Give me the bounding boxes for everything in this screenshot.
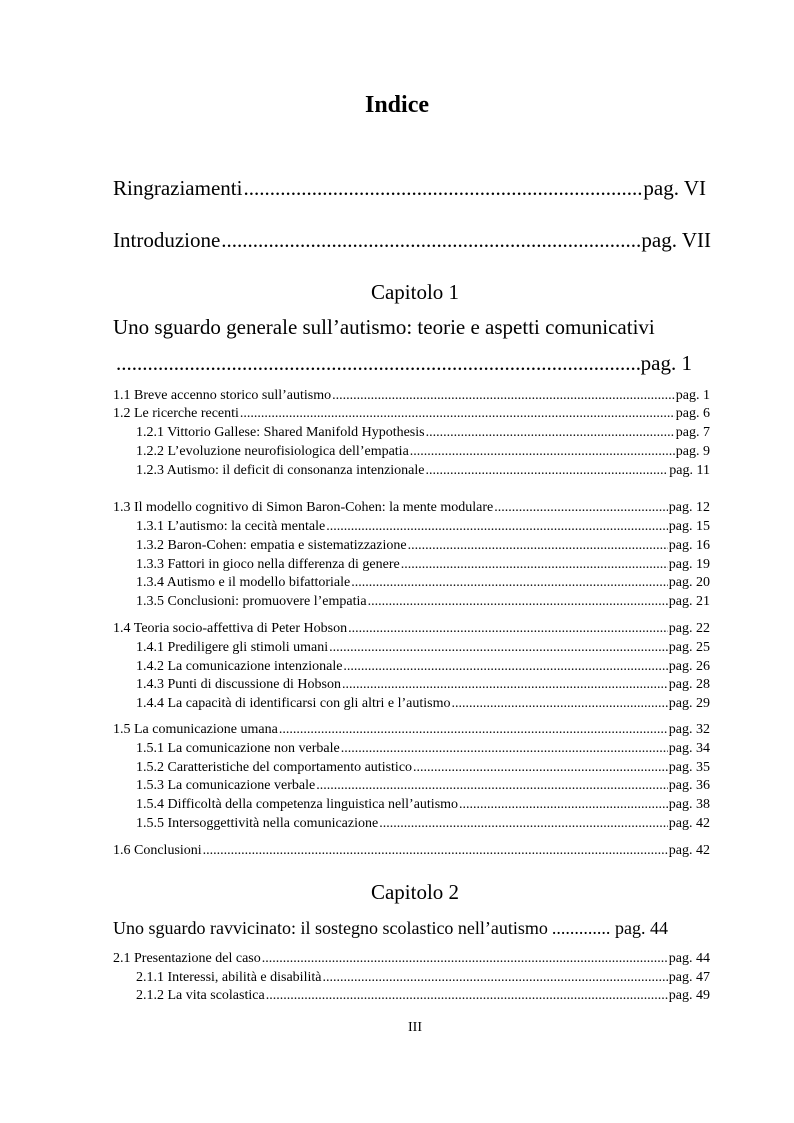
toc-entry-label: 1.3.5 Conclusioni: promuovere l’empatia — [136, 594, 367, 609]
leader-dots — [341, 741, 668, 757]
toc-entry-label: Ringraziamenti — [113, 176, 243, 200]
toc-entry-page: pag. VII — [641, 228, 711, 252]
toc-entry-page: pag. 12 — [668, 500, 710, 515]
leader-dots — [326, 519, 668, 535]
toc-entry-ringraziamenti[interactable] — [113, 176, 706, 201]
chapter-2-page: pag. 44 — [615, 918, 668, 938]
toc-entry-page: pag. 34 — [668, 741, 710, 756]
toc-entry[interactable] — [113, 722, 710, 738]
toc-entry-page: pag. 38 — [668, 797, 710, 812]
toc-entry-label: 1.5 La comunicazione umana — [113, 722, 278, 737]
toc-entry-page: pag. 28 — [668, 677, 710, 692]
toc-entry[interactable] — [136, 594, 710, 610]
leader-dots — [262, 951, 668, 967]
leader-dots — [368, 594, 668, 610]
toc-entry-label: 1.6 Conclusioni — [113, 843, 202, 858]
toc-entry-page: pag. 42 — [668, 843, 710, 858]
toc-entry[interactable] — [136, 659, 710, 675]
toc-entry[interactable] — [113, 621, 710, 637]
chapter-2-heading: Capitolo 2 — [370, 880, 460, 904]
leader-dots — [266, 988, 668, 1004]
toc-entry-label: 1.4.4 La capacità di identificarsi con gli altri e l’autismo — [136, 696, 451, 711]
toc-entry[interactable] — [136, 696, 710, 712]
toc-entry[interactable] — [136, 797, 710, 813]
leader-dots — [426, 463, 669, 479]
leader-dots — [342, 677, 668, 693]
leader-dots — [408, 538, 668, 554]
leader-dots — [410, 444, 675, 460]
page-number: III — [408, 1020, 422, 1035]
toc-entry[interactable] — [136, 640, 710, 656]
toc-entry-label: 2.1.1 Interessi, abilità e disabilità — [136, 970, 322, 985]
toc-entry[interactable] — [136, 677, 710, 693]
toc-entry-label: 1.3.4 Autismo e il modello bifattoriale — [136, 575, 351, 590]
leader-dots — [351, 575, 668, 591]
leader-dots — [552, 918, 611, 939]
leader-dots — [332, 388, 675, 404]
toc-entry[interactable] — [136, 760, 710, 776]
toc-entry-page: pag. 44 — [668, 951, 710, 966]
toc-entry-page: pag. 42 — [668, 816, 710, 831]
leader-dots — [240, 406, 675, 422]
toc-entry-label: 1.2.3 Autismo: il deficit di consonanza intenzionale — [136, 463, 425, 478]
toc-entry-label: 1.4 Teoria socio-affettiva di Peter Hobson — [113, 621, 348, 636]
leader-dots — [413, 760, 668, 776]
leader-dots — [116, 351, 640, 376]
toc-entry-page: pag. 15 — [668, 519, 710, 534]
toc-entry-introduzione[interactable] — [113, 228, 711, 253]
chapter-1-title[interactable]: Uno sguardo generale sull’autismo: teorie e aspetti comunicativi — [113, 315, 655, 339]
toc-entry-label: 1.2.2 L’evoluzione neurofisiologica dell’empatia — [136, 444, 409, 459]
leader-dots — [316, 778, 668, 794]
toc-entry-page: pag. 20 — [668, 575, 710, 590]
toc-entry-page: pag. 26 — [668, 659, 710, 674]
leader-dots — [401, 557, 668, 573]
toc-entry-label: Introduzione — [113, 228, 221, 252]
toc-entry-page: pag. 21 — [668, 594, 710, 609]
leader-dots — [426, 425, 675, 441]
toc-entry-page: pag. 49 — [668, 988, 710, 1003]
leader-dots — [329, 640, 668, 656]
toc-entry[interactable] — [136, 816, 710, 832]
toc-entry-label: 1.5.3 La comunicazione verbale — [136, 778, 316, 793]
toc-entry[interactable] — [113, 500, 710, 516]
leader-dots — [279, 722, 668, 738]
toc-entry[interactable] — [136, 988, 710, 1004]
toc-entry-label: 1.3.3 Fattori in gioco nella differenza di genere — [136, 557, 400, 572]
toc-entry-label: 1.5.1 La comunicazione non verbale — [136, 741, 340, 756]
toc-entry[interactable] — [136, 970, 710, 986]
chapter-2-title: Uno sguardo ravvicinato: il sostegno scolastico nell’autismo — [113, 918, 548, 938]
toc-entry-page: pag. 29 — [668, 696, 710, 711]
toc-entry[interactable] — [136, 575, 710, 591]
toc-entry-page: pag. 35 — [668, 760, 710, 775]
toc-entry-page: pag. 47 — [668, 970, 710, 985]
toc-entry-label: 1.3 Il modello cognitivo di Simon Baron-Cohen: la mente modulare — [113, 500, 494, 515]
toc-entry-label: 1.2.1 Vittorio Gallese: Shared Manifold Hypothesis — [136, 425, 425, 440]
toc-entry-label: 1.1 Breve accenno storico sull’autismo — [113, 388, 332, 403]
toc-entry-page: pag. 9 — [675, 444, 710, 459]
leader-dots — [322, 970, 667, 986]
toc-entry-page: pag. VI — [643, 176, 706, 200]
toc-entry-label: 1.5.4 Difficoltà della competenza linguistica nell’autismo — [136, 797, 459, 812]
toc-entry-page: pag. 19 — [668, 557, 710, 572]
leader-dots — [221, 228, 640, 253]
toc-entry-label: 1.4.3 Punti di discussione di Hobson — [136, 677, 341, 692]
toc-entry[interactable] — [113, 951, 710, 967]
leader-dots — [348, 621, 668, 637]
toc-entry-page: pag. 16 — [668, 538, 710, 553]
toc-entry[interactable] — [113, 843, 710, 859]
chapter-1-page-row — [116, 351, 692, 376]
toc-entry[interactable] — [136, 444, 710, 460]
toc-entry-label: 2.1.2 La vita scolastica — [136, 988, 265, 1003]
toc-entry-label: 1.3.2 Baron-Cohen: empatia e sistematizzazione — [136, 538, 407, 553]
toc-entry-page: pag. 22 — [668, 621, 710, 636]
toc-entry[interactable] — [113, 406, 710, 422]
toc-entry[interactable] — [136, 425, 710, 441]
toc-entry[interactable] — [136, 519, 710, 535]
toc-entry-page: pag. 6 — [675, 406, 710, 421]
toc-entry-label: 1.3.1 L’autismo: la cecità mentale — [136, 519, 326, 534]
toc-entry[interactable] — [136, 538, 710, 554]
toc-entry-label: 2.1 Presentazione del caso — [113, 951, 261, 966]
chapter-1-heading: Capitolo 1 — [370, 280, 460, 304]
toc-entry-label: 1.5.2 Caratteristiche del comportamento autistico — [136, 760, 413, 775]
toc-entry-page: pag. 7 — [675, 425, 710, 440]
toc-entry-label: 1.4.2 La comunicazione intenzionale — [136, 659, 343, 674]
chapter-1-page: pag. 1 — [640, 351, 692, 375]
leader-dots — [203, 843, 668, 859]
chapter-2-title-row[interactable] — [113, 918, 668, 939]
leader-dots — [459, 797, 668, 813]
toc-entry-label: 1.2 Le ricerche recenti — [113, 406, 239, 421]
toc-entry[interactable] — [136, 557, 710, 573]
toc-entry[interactable] — [113, 388, 710, 404]
toc-entry-page: pag. 36 — [668, 778, 710, 793]
toc-entry[interactable] — [136, 778, 710, 794]
toc-entry-label: 1.5.5 Intersoggettività nella comunicazione — [136, 816, 379, 831]
leader-dots — [243, 176, 642, 201]
toc-entry[interactable] — [136, 741, 710, 757]
toc-entry-page: pag. 25 — [668, 640, 710, 655]
toc-entry[interactable] — [136, 463, 710, 479]
leader-dots — [494, 500, 668, 516]
toc-entry-page: pag. 1 — [675, 388, 710, 403]
toc-entry-page: pag. 11 — [669, 463, 710, 478]
page-title: Indice — [364, 92, 429, 118]
leader-dots — [343, 659, 667, 675]
leader-dots — [452, 696, 668, 712]
toc-entry-page: pag. 32 — [668, 722, 710, 737]
leader-dots — [379, 816, 668, 832]
toc-entry-label: 1.4.1 Prediligere gli stimoli umani — [136, 640, 329, 655]
